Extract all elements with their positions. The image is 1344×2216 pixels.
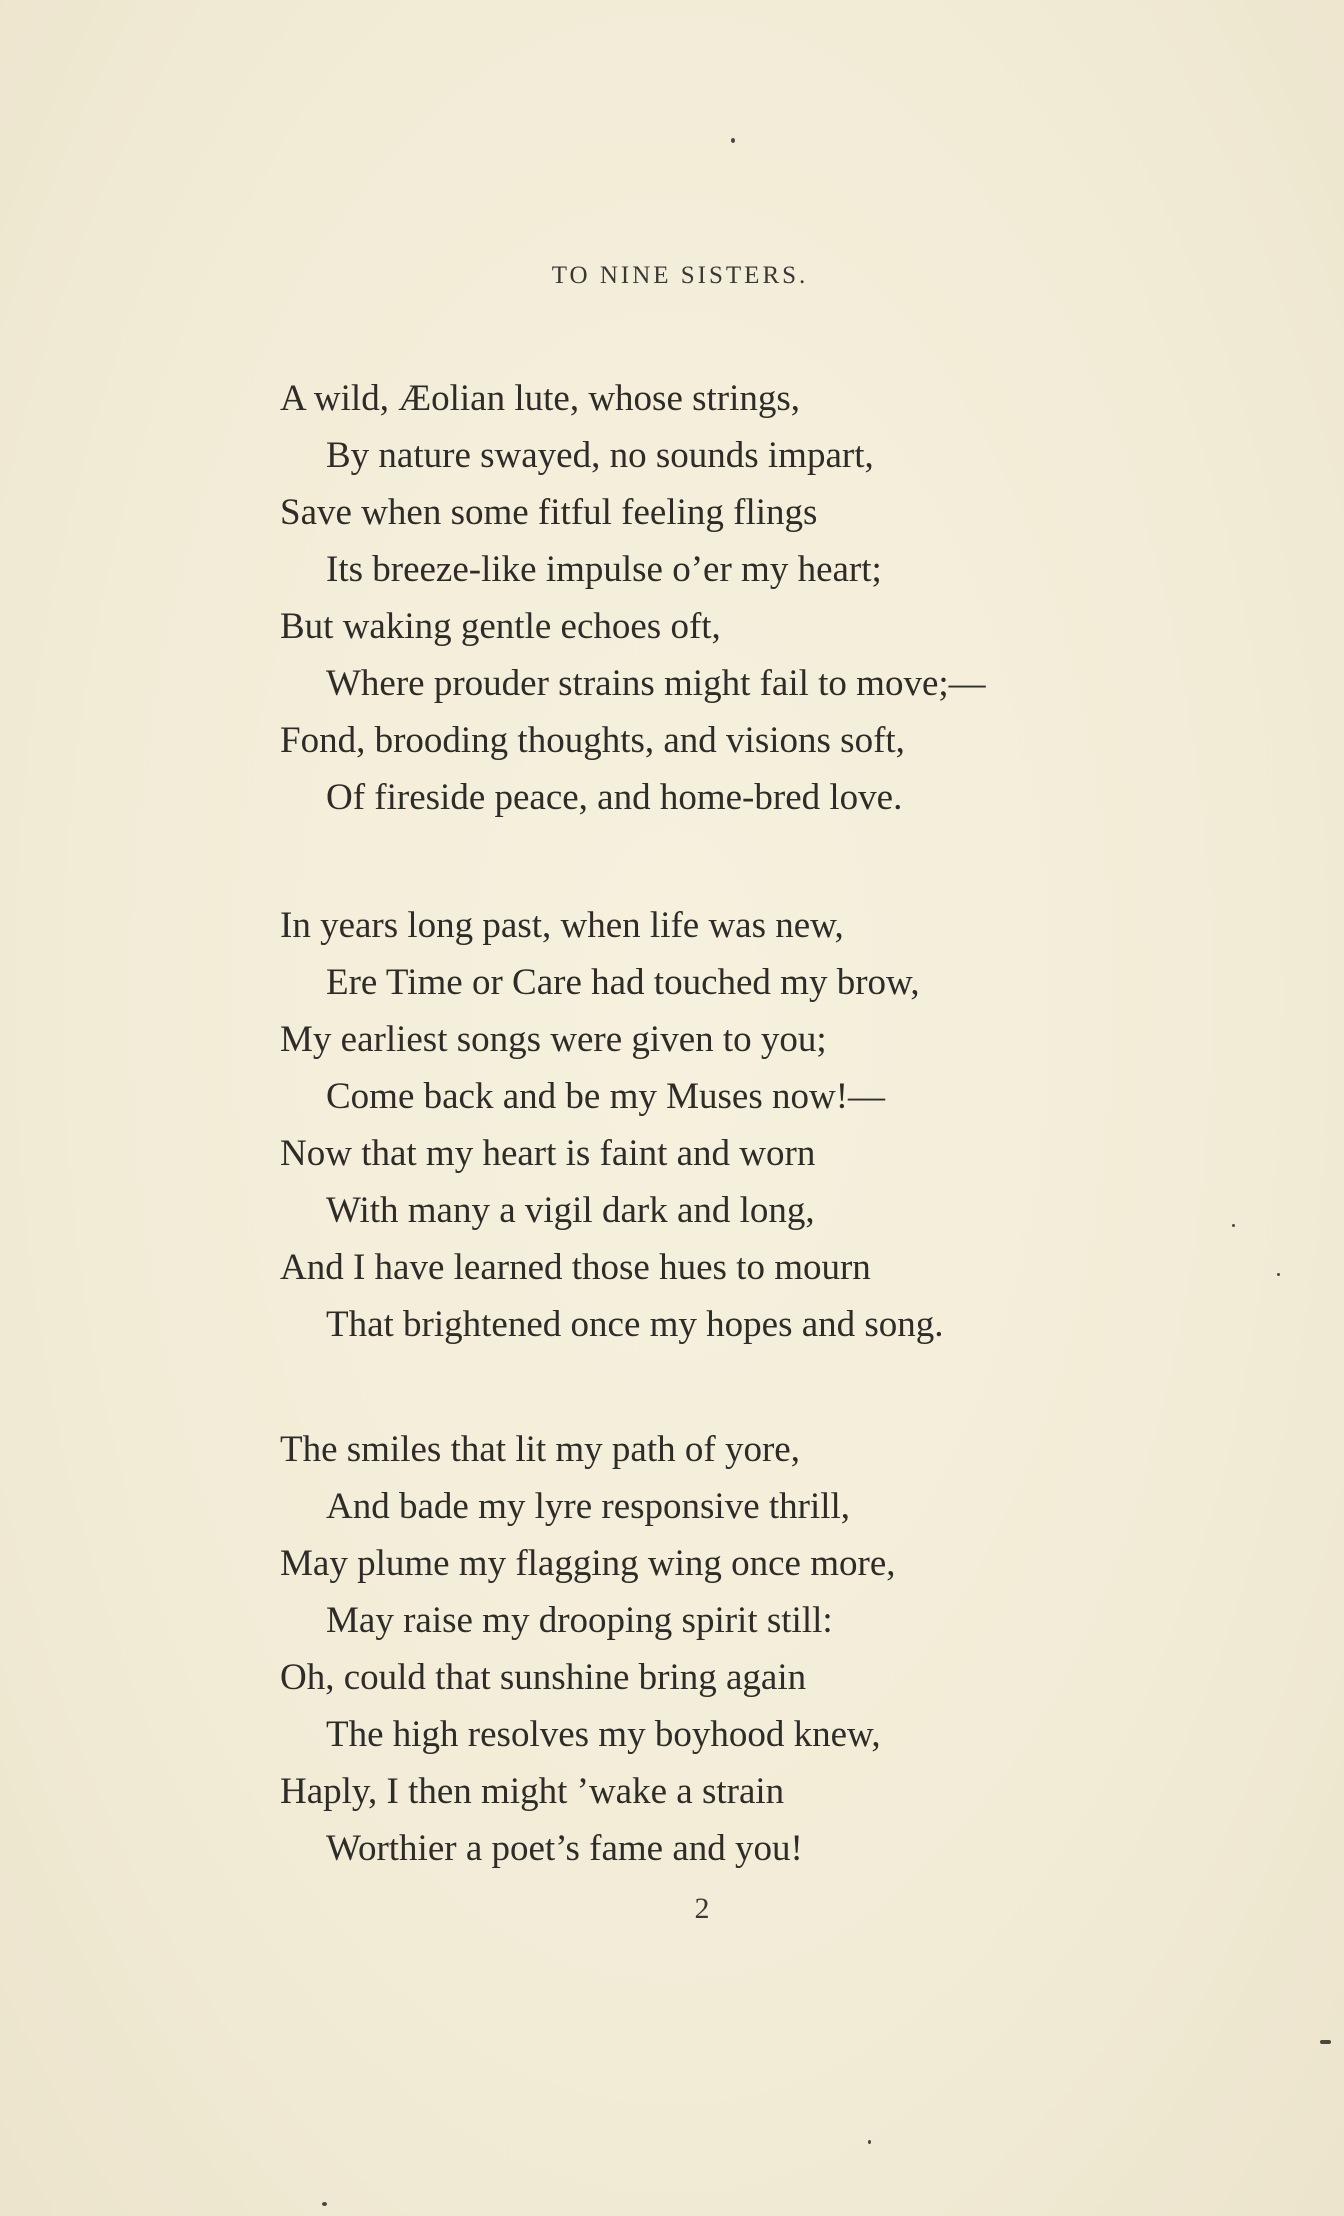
paper-speck — [868, 2140, 871, 2144]
stanza-1 — [280, 370, 1280, 826]
poem-line: Haply, I then might ’wake a strain — [280, 1771, 785, 1812]
page-number: 2 — [694, 1892, 710, 1925]
poem-line: Fond, brooding thoughts, and visions soft, — [280, 720, 905, 761]
poem-line: And I have learned those hues to mourn — [280, 1247, 871, 1288]
poem-line: Ere Time or Care had touched my brow, — [326, 962, 920, 1003]
poem-line: Oh, could that sunshine bring again — [280, 1657, 807, 1698]
poem-line: Where prouder strains might fail to move;— — [326, 663, 986, 704]
stanza-3 — [280, 1421, 1280, 1877]
stanza-2 — [280, 897, 1280, 1353]
poem-line: My earliest songs were given to you; — [280, 1019, 827, 1060]
poem-line: May raise my drooping spirit still: — [326, 1600, 833, 1641]
paper-speck — [1232, 1224, 1235, 1227]
poem-line: Its breeze-like impulse o’er my heart; — [326, 549, 882, 590]
poem-line: With many a vigil dark and long, — [326, 1190, 815, 1231]
paper-speck — [1277, 1273, 1280, 1276]
poem-line: Worthier a poet’s fame and you! — [326, 1828, 803, 1869]
poem-line: In years long past, when life was new, — [280, 905, 844, 946]
page-title: TO NINE SISTERS. — [551, 262, 809, 289]
paper-speck — [322, 2202, 327, 2206]
poem-line: That brightened once my hopes and song. — [326, 1304, 944, 1345]
poem-line: Save when some fitful feeling flings — [280, 492, 818, 533]
poem-line: Now that my heart is faint and worn — [280, 1133, 816, 1174]
poem-line: The high resolves my boyhood knew, — [326, 1714, 881, 1755]
poem-line: A wild, Æolian lute, whose strings, — [280, 378, 801, 419]
poem-line: The smiles that lit my path of yore, — [280, 1429, 800, 1470]
poem-line: Come back and be my Muses now!— — [326, 1076, 886, 1117]
paper-speck — [731, 138, 735, 143]
poem-line: May plume my flagging wing once more, — [280, 1543, 896, 1584]
poem-line: And bade my lyre responsive thrill, — [326, 1486, 851, 1527]
paper-speck — [1320, 2040, 1331, 2044]
poem-line: By nature swayed, no sounds impart, — [326, 435, 874, 476]
poem-line: Of fireside peace, and home-bred love. — [326, 777, 903, 818]
poem-line: But waking gentle echoes oft, — [280, 606, 721, 647]
